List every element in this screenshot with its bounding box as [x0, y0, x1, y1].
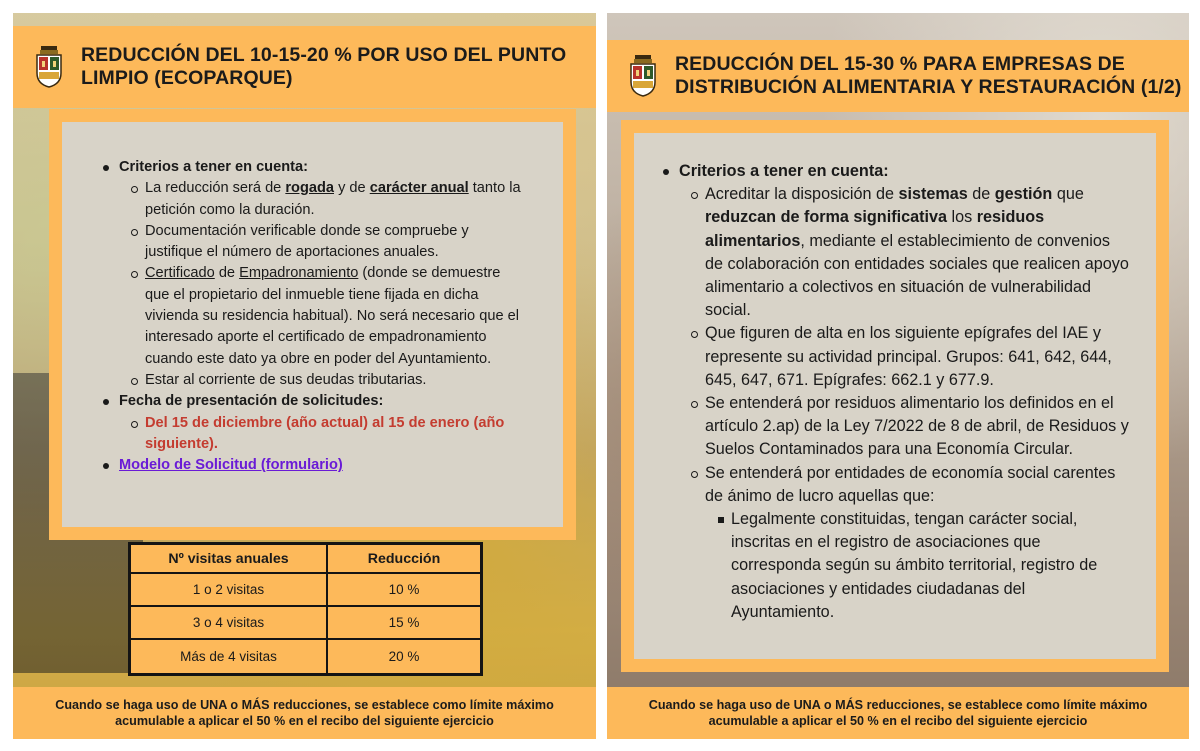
criteria-item: [101, 157, 521, 391]
management-emphasis: gestión: [994, 185, 1053, 204]
table-cell: 20 %: [388, 649, 420, 664]
criteria-subitem-certificate: [119, 263, 521, 369]
right-title-line2: DISTRIBUCIÓN ALIMENTARIA Y RESTAURACIÓN (1/2): [675, 76, 1182, 98]
submission-dates: Del 15 de diciembre (año actual) al 15 de enero (año siguiente).: [145, 414, 505, 452]
right-title: [675, 53, 1181, 99]
text-segment: Se entenderá por entidades de economía social carentes de ánimo de lucro aquellas que:: [705, 463, 1116, 505]
right-panel: [607, 13, 1189, 739]
text-segment: (donde se demuestre que el propietario del inmueble tiene fijada en dicha vivienda su residencia habitual). No será necesario que el interesado aporte el certificado de empadronamiento cuando este dato ya obre en poder del Ayuntamiento.: [145, 265, 519, 367]
reduce-emphasis: reduzcan de forma significativa: [705, 208, 947, 227]
table-cell: 3 o 4 visitas: [131, 607, 328, 640]
dates-heading: Fecha de presentación de solicitudes:: [119, 393, 384, 410]
criteria-subitem-systems: [679, 183, 1131, 322]
text-segment: Que figuren de alta en los siguiente epígrafes del IAE y represente su actividad principal. Grupos: 641, 642, 644, 645, 647, 671. Epígrafes: 662.1 y 677.9.: [705, 324, 1112, 389]
criteria-subitem-documentation: [119, 221, 521, 264]
criteria-heading: Criterios a tener en cuenta:: [119, 159, 308, 175]
footer-line2: acumulable a aplicar el 50 % en el recibo del siguiente ejercicio: [115, 714, 494, 728]
text-segment: tanto la petición como la duración.: [145, 180, 521, 218]
visits-reduction-table: [128, 542, 483, 676]
criteria-heading: Criterios a tener en cuenta:: [679, 162, 889, 180]
left-footer: [13, 687, 596, 739]
criteria-subitem-waste-definition: [679, 392, 1131, 462]
dates-subitem: [119, 413, 521, 456]
social-entities-detail: [705, 508, 1131, 624]
column-header-reduction: Reducción: [328, 545, 480, 574]
application-form-link[interactable]: Modelo de Solicitud (formulario): [119, 457, 343, 474]
text-segment: los: [946, 208, 977, 227]
left-title-line2: LIMPIO (ECOPARQUE): [81, 67, 293, 89]
table-row: [131, 574, 480, 607]
footer-line2: acumulable a aplicar el 50 % en el recibo del siguiente ejercicio: [708, 714, 1088, 728]
table-row: [131, 607, 480, 640]
left-title: [81, 44, 566, 90]
table-cell: 1 o 2 visitas: [131, 574, 328, 607]
census-term: Empadronamiento: [239, 265, 359, 282]
criteria-subitem-iae: [679, 322, 1131, 392]
coat-of-arms-icon: [629, 55, 657, 97]
criteria-item: [661, 160, 1131, 624]
systems-emphasis: sistemas: [898, 185, 968, 204]
right-criteria-card: [621, 120, 1169, 672]
text-segment: Se entenderá por residuos alimentario los definidos en el artículo 2.ap) de la Ley 7/2022 de 8 de abril, de Residuos y Suelos Contaminados para una Economía Circular.: [705, 394, 1129, 459]
table-cell: 15 %: [328, 607, 480, 640]
footer-line1: Cuando se haga uso de UNA o MÁS reducciones, se establece como límite máximo: [55, 698, 554, 712]
left-panel: [13, 13, 596, 739]
text-segment: , mediante el establecimiento de convenios de colaboración con entidades sociales que realicen apoyo alimentario a colectivos en situación de vulnerabilidad social.: [705, 231, 1129, 320]
right-header: [607, 40, 1189, 112]
text-segment: de: [967, 185, 995, 204]
criteria-subitem-debts: [119, 370, 521, 391]
footer-line1: Cuando se haga uso de UNA o MÁS reducciones, se establece como límite máximo: [648, 698, 1148, 712]
left-header: [13, 26, 596, 108]
left-criteria-card: [49, 109, 576, 540]
table-cell: 10 %: [328, 574, 480, 607]
left-title-line1: REDUCCIÓN DEL 10-15-20 % POR USO DEL PUNTO: [81, 44, 567, 66]
form-item: [101, 455, 521, 476]
rogada-emphasis: rogada: [285, 180, 335, 197]
table-cell: Más de 4 visitas: [131, 640, 328, 673]
text-segment: Documentación verificable donde se compruebe y justifique el número de aportaciones anuales.: [145, 222, 469, 261]
certificate-term: Certificado: [145, 265, 215, 282]
text-segment: Acreditar la disposición de: [705, 185, 899, 204]
text-segment: La reducción será de: [145, 180, 286, 197]
food-waste-emphasis: residuos alimentarios: [705, 208, 1045, 250]
text-segment: Legalmente constituidas, tengan carácter social, inscritas en el registro de asociaciones que corresponda según su ámbito territorial, registro de asociaciones y entidades ciudadanas del Ayuntamiento.: [731, 510, 1098, 621]
table-header-row: [131, 545, 480, 574]
criteria-subitem-social-entities: [679, 462, 1131, 624]
text-segment: y de: [334, 180, 370, 197]
text-segment: de: [214, 265, 240, 282]
annual-emphasis: carácter anual: [369, 180, 469, 197]
dates-item: [101, 391, 521, 455]
text-segment: que: [1052, 185, 1084, 204]
table-row: [131, 640, 480, 673]
coat-of-arms-icon: [35, 46, 63, 88]
column-header-visits: Nº visitas anuales: [131, 545, 328, 574]
criteria-subitem-rogada: [119, 178, 521, 221]
right-title-line1: REDUCCIÓN DEL 15-30 % PARA EMPRESAS DE: [675, 53, 1125, 75]
right-footer: [607, 687, 1189, 739]
text-segment: Estar al corriente de sus deudas tributarias.: [145, 371, 427, 388]
